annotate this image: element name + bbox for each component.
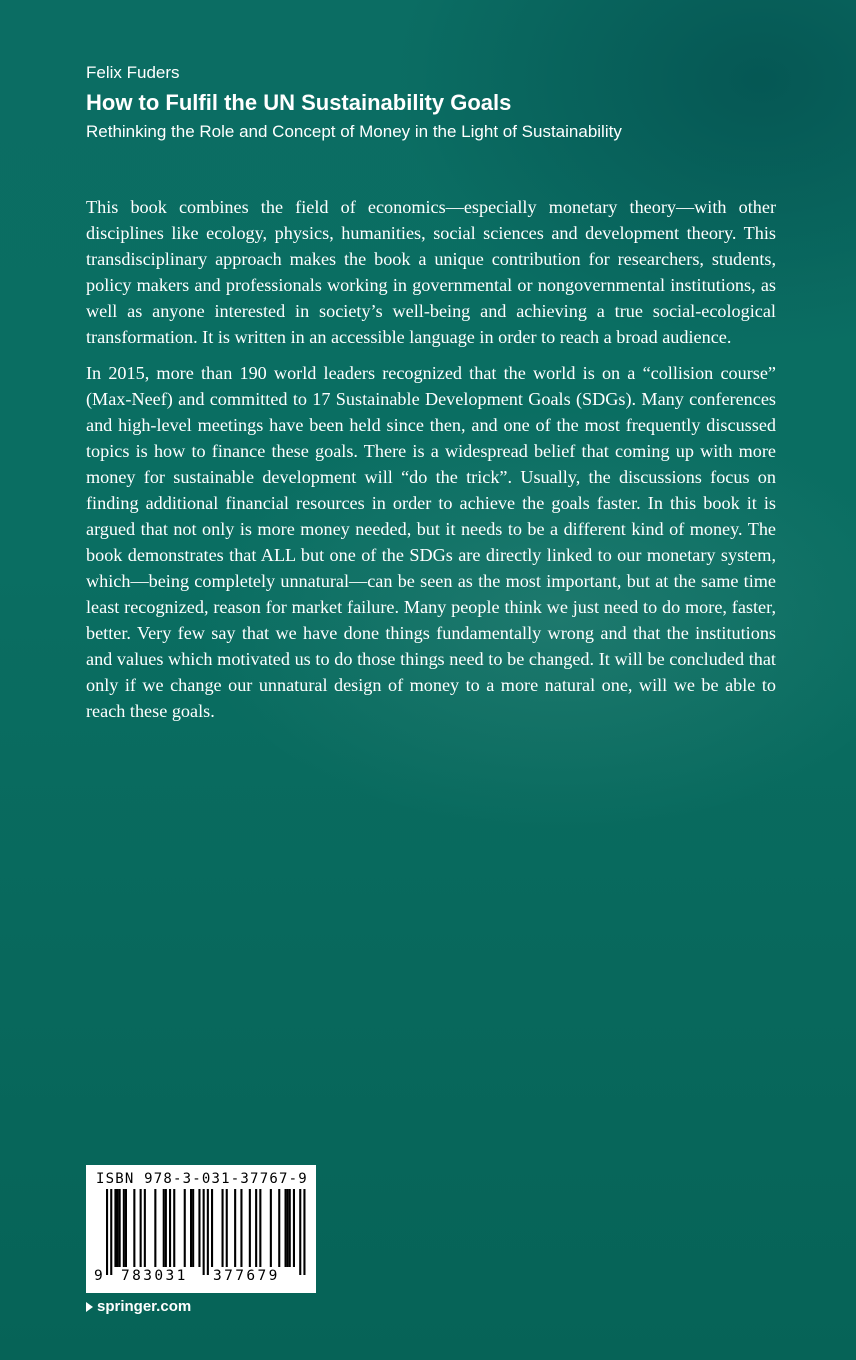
barcode-bar <box>207 1189 209 1275</box>
barcode-bar <box>285 1189 287 1267</box>
barcode-bar <box>114 1189 116 1267</box>
barcode-bar <box>106 1189 108 1275</box>
barcode-bar <box>119 1189 121 1267</box>
book-header <box>86 60 826 144</box>
barcode-bar <box>240 1189 242 1267</box>
isbn-barcode-box <box>86 1165 316 1293</box>
book-title: How to Fulfil the UN Sustainability Goals <box>86 90 512 115</box>
barcode-bar <box>192 1189 194 1267</box>
barcode-bar <box>289 1189 291 1267</box>
book-subtitle: Rethinking the Role and Concept of Money in the Light of Sustainability <box>86 122 622 141</box>
barcode-bar <box>133 1189 135 1267</box>
triangle-right-icon <box>86 1302 93 1312</box>
barcode-bar <box>278 1189 280 1267</box>
publisher-link[interactable] <box>86 1298 191 1315</box>
barcode-bar <box>303 1189 305 1275</box>
barcode-bar <box>203 1189 205 1275</box>
barcode-bar <box>255 1189 257 1267</box>
barcode-bar <box>184 1189 186 1267</box>
author-name: Felix Fuders <box>86 63 180 82</box>
barcode-bar <box>249 1189 251 1267</box>
barcode-bar <box>234 1189 236 1267</box>
barcode-bar <box>226 1189 228 1267</box>
barcode-bar <box>211 1189 213 1267</box>
publisher-url: springer.com <box>97 1298 192 1315</box>
barcode-bar <box>198 1189 200 1267</box>
barcode-bar <box>287 1189 289 1267</box>
barcode-bar <box>117 1189 119 1267</box>
barcode-bar <box>190 1189 192 1267</box>
barcode-digits-right: 377679 <box>213 1268 280 1284</box>
barcode-bar <box>270 1189 272 1267</box>
barcode-digits-left: 783031 <box>121 1268 188 1284</box>
barcode-bar <box>222 1189 224 1267</box>
barcode-bar <box>123 1189 125 1267</box>
barcode-bar <box>154 1189 156 1267</box>
barcode-bar <box>165 1189 167 1267</box>
barcode-bar <box>259 1189 261 1267</box>
book-description <box>86 194 776 734</box>
barcode-bar <box>110 1189 112 1275</box>
barcode-digits <box>86 1268 316 1290</box>
isbn-label: ISBN 978-3-031-37767-9 <box>96 1171 308 1187</box>
description-paragraph: This book combines the field of economics—especially monetary theory—with other disciplines like ecology, physics, humanities, social sciences and development theory. This transdisciplinary approach makes the book a unique contribution for researchers, students, policy makers and professionals working in governmental or nongovernmental institutions, as well as anyone interested in society’s well-being and achieving a true social-ecological transformation. It is written in an accessible language in order to reach a broad audience. <box>86 197 776 347</box>
barcode-bar <box>293 1189 295 1267</box>
barcode-bar <box>299 1189 301 1275</box>
barcode-bar <box>173 1189 175 1267</box>
barcode-bar <box>144 1189 146 1267</box>
barcode-bar <box>169 1189 171 1267</box>
description-paragraph: In 2015, more than 190 world leaders recognized that the world is on a “collision course” (Max-Neef) and committed to 17 Sustainable Development Goals (SDGs). Many conferences and high-level meetings have been held since then, and one of the most frequently discussed topics is how to finance these goals. There is a widespread belief that coming up with more money for sustainable development will “do the trick”. Usually, the discussions focus on finding additional financial resources in order to achieve the goals faster. In this book it is argued that not only is more money needed, but it needs to be a different kind of money. The book demonstrates that ALL but one of the SDGs are directly linked to our monetary system, which—being completely unnatural—can be seen as the most important, but at the same time least recognized, reason for market failure. Many people think we just need to do more, faster, better. Very few say that we have done things fundamentally wrong and that the institutions and values which motivated us to do those things need to be changed. It will be concluded that only if we change our unnatural design of money to a more natural one, will we be able to reach these goals. <box>86 363 776 721</box>
barcode-bar <box>125 1189 127 1267</box>
barcode-digit-first: 9 <box>94 1268 103 1284</box>
barcode-bar <box>140 1189 142 1267</box>
barcode-bar <box>163 1189 165 1267</box>
